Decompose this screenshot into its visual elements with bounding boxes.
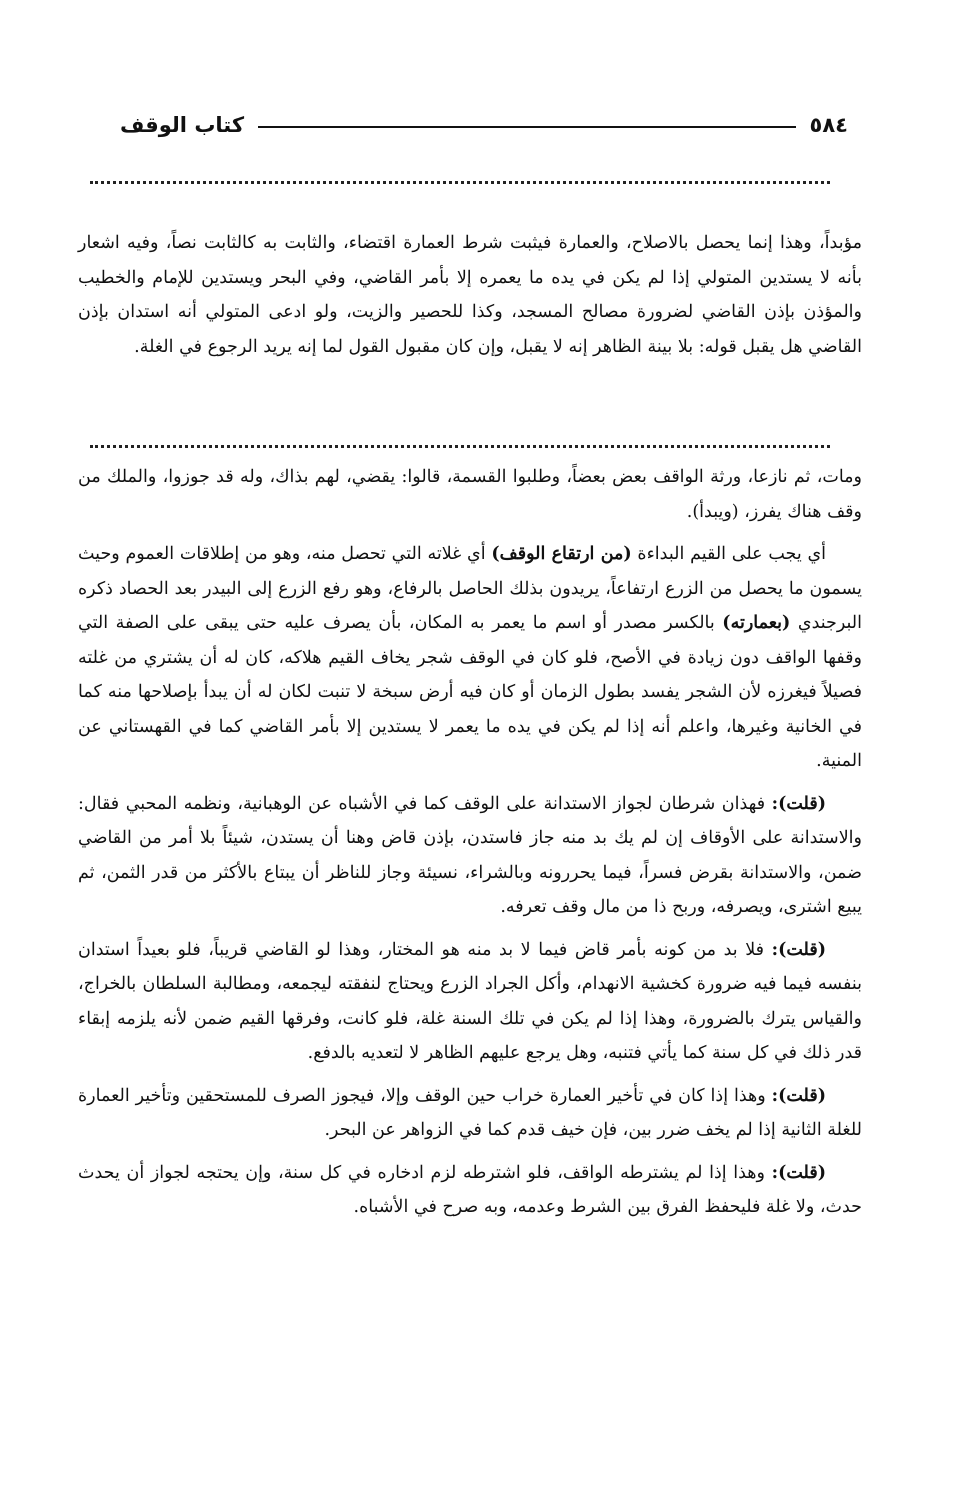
main-text — [78, 460, 862, 1233]
page-number: ٥٨٤ — [809, 113, 848, 137]
matn-verse: ومات، ثم نازعا، ورثة الواقف بعض بعضاً، وطلبوا القسمة، قالوا: يقضي، لهم بذاك، وله قد جوزوا، والملك من وقف هناك يفرز، (ويبدأ). — [78, 467, 862, 522]
chapter-title: كتاب الوقف — [120, 113, 245, 137]
text-run: فهذان شرطان لجواز الاستدانة على الوقف كما في الأشباه عن الوهبانية، ونظمه المحبي فقال: والاستدانة على الأوقاف إن لم يك بد منه جاز فاستدن، بإذن قاض وهنا أن يستدن، شيئاً بلا أمر من القاضي ضمن، والاستدانة بقرض فسراً، فيما يحررونه وبالشراء، نسيئة وجاز للناظر أن يبتاع بالأكثر من قدر الثمن، ثم يبيع اشترى، ويصرفه، وربح ذا من مال وقف تعرفه. — [78, 793, 862, 917]
text-run: فلا بد من كونه بأمر قاض فيما لا بد منه هو المختار، وهذا لو القاضي قريباً، فلو بعيداً استدان بنفسه فيما فيه ضرورة كخشية الانهدام، وأكل الجراد الزرع ويحتاج لنفقته ليجمعه، ومطالبة السلطان بالخراج، والقياس يترك بالضرورة، وهذا إذا لم يكن في تلك السنة غلة، فلو كانت، وفرقها القيم ضمن لأنه يلزمه إبقاء قدر ذلك في كل سنة كما يأتي فتنبه، وهل يرجع عليهم الظاهر لا لتعديه بالدفع. — [78, 939, 862, 1063]
qult-label: (قلت): — [771, 939, 826, 960]
sharh-paragraph-3 — [78, 933, 862, 1071]
dotted-separator-top — [90, 181, 830, 184]
qult-label: (قلت): — [771, 793, 826, 814]
bold-quote: (بعمارته) — [722, 613, 791, 633]
header-rule — [258, 126, 795, 128]
bold-quote: (من ارتقاع الوقف) — [491, 544, 632, 564]
page-header — [120, 108, 848, 142]
text-run: أي غلاته التي تحصل منه، وهو من إطلاقات العموم وحيث يسمون ما يحصل من الزرع ارتفاعاً، يريدون بذلك الحاصل بالرفاع، وهو رفع الزرع إلى البيدر بعد الحصاد ذكره البرجندي — [78, 544, 862, 633]
commentary-top — [78, 226, 862, 372]
sharh-paragraph-5 — [78, 1156, 862, 1225]
text-run: وهذا إذا كان في تأخير العمارة خراب حين الوقف وإلا، فيجوز الصرف للمستحقين وتأخير العمارة للغلة الثانية إذا لم يخف ضرر بين، فإن خيف قدم كما في الزواهر عن البحر. — [78, 1085, 862, 1140]
qult-label: (قلت): — [771, 1085, 826, 1106]
text-run: أي يجب على القيم البداءة — [631, 544, 826, 564]
sharh-paragraph-1 — [78, 537, 862, 779]
text-run: وهذا إذا لم يشترطه الواقف، فلو اشترطه لزم ادخاره في كل سنة، وإن يحتجه لجواز أن يحدث حدث، ولا غلة فليحفظ الفرق بين الشرط وعدمه، وبه صرح في الأشباه. — [78, 1162, 862, 1217]
text-run: بالكسر مصدر أو اسم ما يعمر به المكان، بأن يصرف عليه حتى يبقى على الصفة التي وقفها الواقف دون زيادة في الأصح، فلو كان في الوقف شجر يخاف القيم هلاكه، كان له أن يشتري من غلته فصيلاً فيغرزه لأن الشجر يفسد بطول الزمان أو كان فيه أرض سبخة لا تنبت لكان له أن يبدأ بإصلاحها منه كما في الخانية وغيرها، واعلم أنه إذا لم يكن في يده ما يعمر لا يستدين إلا بأمر القاضي كما في القهستاني عن المنية. — [78, 613, 862, 771]
sharh-paragraph-4 — [78, 1079, 862, 1148]
sharh-paragraph-2 — [78, 787, 862, 925]
commentary-paragraph: مؤبداً، وهذا إنما يحصل بالاصلاح، والعمارة فيثبت شرط العمارة اقتضاء، والثابت به كالثابت نصاً، وفيه اشعار بأنه لا يستدين المتولي إذا لم يكن في يده ما يعمره إلا بأمر القاضي، وفي البحر ويستدين للإمام والخطيب والمؤذن بإذن القاضي لضرورة مصالح المسجد، وكذا للحصير والزيت، ولو ادعى المتولي أنه استدان بإذن القاضي هل يقبل قوله: بلا بينة الظاهر إنه لا يقبل، وإن كان مقبول القول لما إنه يريد الرجوع في الغلة. — [78, 233, 862, 357]
qult-label: (قلت): — [771, 1162, 826, 1183]
dotted-separator-middle — [90, 445, 830, 448]
